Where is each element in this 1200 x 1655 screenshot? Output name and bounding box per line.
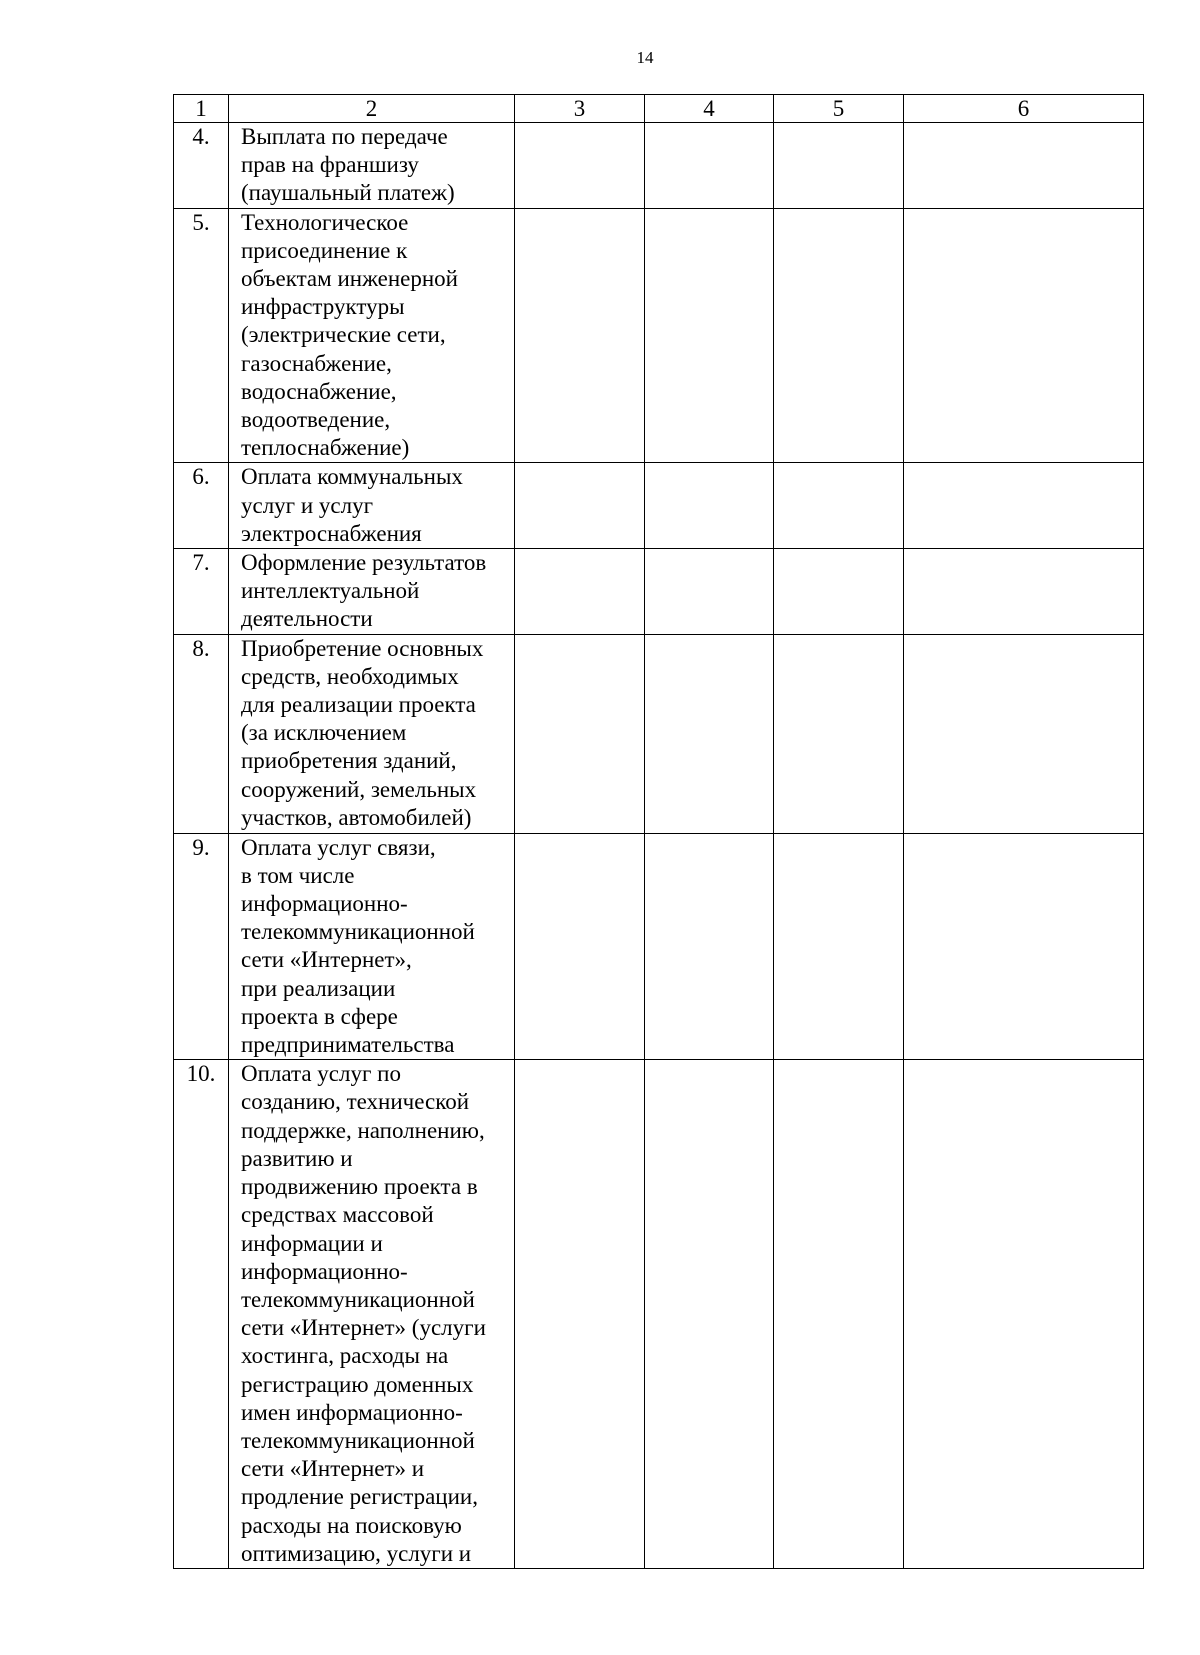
empty-cell — [774, 833, 904, 1060]
row-number: 5. — [174, 208, 229, 463]
table-header-row — [174, 95, 1144, 123]
empty-cell — [904, 463, 1144, 549]
empty-cell — [515, 463, 645, 549]
empty-cell — [515, 833, 645, 1060]
empty-cell — [904, 634, 1144, 833]
table-row — [174, 833, 1144, 1060]
empty-cell — [515, 123, 645, 209]
row-number: 9. — [174, 833, 229, 1060]
empty-cell — [904, 833, 1144, 1060]
expense-table — [173, 94, 1144, 1569]
table-row — [174, 634, 1144, 833]
empty-cell — [904, 208, 1144, 463]
header-cell: 1 — [174, 95, 229, 123]
row-description: Оплата услуг связи, в том числе информационно- телекоммуникационной сети «Интернет», при реализации проекта в сфере предпринимательства — [229, 833, 515, 1060]
row-number: 8. — [174, 634, 229, 833]
empty-cell — [774, 123, 904, 209]
table-row — [174, 123, 1144, 209]
empty-cell — [774, 463, 904, 549]
row-description: Оплата коммунальных услуг и услуг электроснабжения — [229, 463, 515, 549]
table-row — [174, 208, 1144, 463]
table-row — [174, 1060, 1144, 1569]
row-description: Оформление результатов интеллектуальной деятельности — [229, 549, 515, 635]
empty-cell — [645, 123, 774, 209]
row-number: 10. — [174, 1060, 229, 1569]
empty-cell — [645, 1060, 774, 1569]
empty-cell — [515, 549, 645, 635]
empty-cell — [515, 208, 645, 463]
empty-cell — [515, 1060, 645, 1569]
empty-cell — [774, 634, 904, 833]
header-cell: 3 — [515, 95, 645, 123]
empty-cell — [904, 1060, 1144, 1569]
empty-cell — [774, 549, 904, 635]
header-cell: 4 — [645, 95, 774, 123]
table-row — [174, 463, 1144, 549]
row-description: Технологическое присоединение к объектам инженерной инфраструктуры (электрические сети, газоснабжение, водоснабжение, водоотведение, теплоснабжение) — [229, 208, 515, 463]
header-cell: 6 — [904, 95, 1144, 123]
empty-cell — [904, 549, 1144, 635]
row-number: 4. — [174, 123, 229, 209]
empty-cell — [904, 123, 1144, 209]
row-description: Выплата по передаче прав на франшизу (паушальный платеж) — [229, 123, 515, 209]
header-cell: 2 — [229, 95, 515, 123]
row-description: Оплата услуг по созданию, технической поддержке, наполнению, развитию и продвижению проекта в средствах массовой информации и информационно- телекоммуникационной сети «Интернет» (услуги хостинга, расходы на регистрацию доменных имен информационно- телекоммуникационной сети «Интернет» и продление регистрации, расходы на поисковую оптимизацию, услуги и — [229, 1060, 515, 1569]
table-row — [174, 549, 1144, 635]
header-cell: 5 — [774, 95, 904, 123]
empty-cell — [645, 463, 774, 549]
empty-cell — [645, 634, 774, 833]
page-number: 14 — [636, 48, 654, 67]
empty-cell — [645, 549, 774, 635]
empty-cell — [774, 1060, 904, 1569]
row-description: Приобретение основных средств, необходимых для реализации проекта (за исключением приобретения зданий, сооружений, земельных участков, автомобилей) — [229, 634, 515, 833]
empty-cell — [515, 634, 645, 833]
row-number: 7. — [174, 549, 229, 635]
empty-cell — [774, 208, 904, 463]
row-number: 6. — [174, 463, 229, 549]
empty-cell — [645, 833, 774, 1060]
empty-cell — [645, 208, 774, 463]
